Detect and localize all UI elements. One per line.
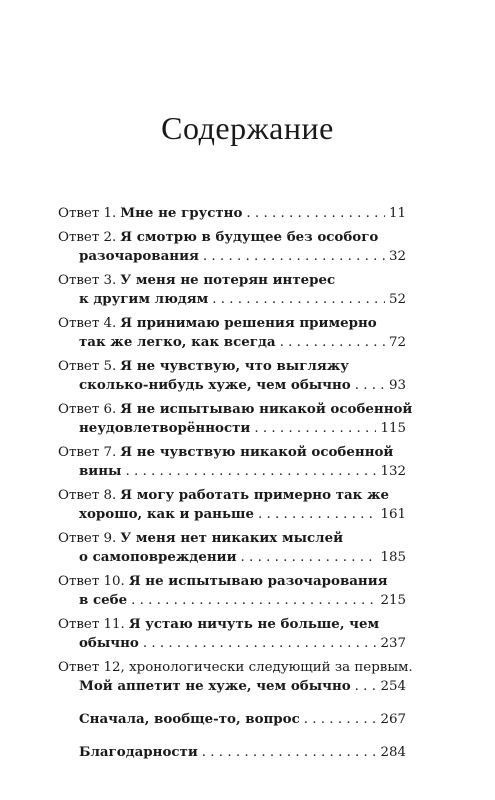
leader-dots <box>258 505 376 524</box>
page-number: 11 <box>388 206 406 221</box>
toc-entry-12[interactable] <box>58 658 413 696</box>
entry-title: Я не испытываю разочарования <box>128 573 388 589</box>
entry-title: Я не испытываю никакой особенной <box>120 401 413 417</box>
leader-dots <box>241 548 377 567</box>
toc-entry-9[interactable] <box>58 529 406 567</box>
entry-title: Я могу работать примерно так же <box>120 487 390 503</box>
page-number: 32 <box>388 249 406 264</box>
page-number: 93 <box>388 378 406 393</box>
entry-title: Я смотрю в будущее без особого <box>120 229 379 245</box>
leader-dots <box>246 204 385 223</box>
leader-dots <box>203 247 385 266</box>
toc-entry-4[interactable] <box>58 314 406 352</box>
entry-prefix: Ответ 1. <box>58 206 117 221</box>
leader-dots <box>212 290 385 309</box>
toc-entry-2[interactable] <box>58 228 406 266</box>
page-number: 115 <box>380 421 406 436</box>
toc-entry-3[interactable] <box>58 271 406 309</box>
toc-entry-question[interactable] <box>58 710 406 729</box>
entry-title-cont: вины <box>79 463 122 479</box>
toc-entry-10[interactable] <box>58 572 406 610</box>
entry-title-cont: в себе <box>79 592 128 608</box>
page-number: 267 <box>380 712 406 727</box>
toc-entry-8[interactable] <box>58 486 406 524</box>
page-title: Содержание <box>161 110 334 146</box>
entry-title-cont: хорошо, как и раньше <box>79 506 254 522</box>
entry-title: Я устаю ничуть не больше, чем <box>128 616 380 632</box>
toc-entry-5[interactable] <box>58 357 406 395</box>
leader-dots <box>355 376 385 395</box>
entry-title: Сначала, вообще-то, вопрос <box>79 711 300 727</box>
page-number: 161 <box>380 507 406 522</box>
entry-prefix: Ответ 2. <box>58 230 117 245</box>
leader-dots <box>131 591 376 610</box>
toc-entry-11[interactable] <box>58 615 406 653</box>
toc-entry-6[interactable] <box>58 400 413 438</box>
leader-dots <box>143 634 377 653</box>
entry-title-cont: к другим людям <box>79 291 209 307</box>
entry-title-cont: о самоповреждении <box>79 549 237 565</box>
toc-entry-1[interactable] <box>58 204 406 223</box>
entry-title: У меня нет никаких мыслей <box>120 530 344 546</box>
leader-dots <box>254 419 376 438</box>
entry-prefix: Ответ 7. <box>58 445 117 460</box>
page-number: 237 <box>380 636 406 651</box>
entry-prefix: Ответ 6. <box>58 402 117 417</box>
entry-title-cont: разочарования <box>79 248 199 264</box>
entry-title: Благодарности <box>79 744 198 760</box>
leader-dots <box>355 677 377 696</box>
entry-prefix: Ответ 3. <box>58 273 117 288</box>
page-number: 215 <box>380 593 406 608</box>
entry-prefix: Ответ 11. <box>58 617 125 632</box>
entry-title-cont: обычно <box>79 635 139 651</box>
page-number: 254 <box>380 679 406 694</box>
leader-dots <box>304 710 377 729</box>
entry-prefix: Ответ 5. <box>58 359 117 374</box>
page-number: 72 <box>388 335 406 350</box>
entry-prefix: Ответ 8. <box>58 488 117 503</box>
leader-dots <box>280 333 385 352</box>
toc-entry-acknowledgements[interactable] <box>58 743 406 762</box>
page-number: 284 <box>380 745 406 760</box>
page-number: 52 <box>388 292 406 307</box>
entry-prefix: Ответ 12, хронологически следующий за первым. <box>58 660 413 675</box>
page-number: 185 <box>380 550 406 565</box>
table-of-contents <box>58 204 413 767</box>
entry-title: У меня не потерян интерес <box>120 272 336 288</box>
leader-dots <box>125 462 376 481</box>
entry-title-cont: так же легко, как всегда <box>79 334 276 350</box>
page-number: 132 <box>380 464 406 479</box>
entry-title-cont: Мой аппетит не хуже, чем обычно <box>79 678 351 694</box>
entry-title-cont: сколько-нибудь хуже, чем обычно <box>79 377 351 393</box>
entry-title: Я не чувствую, что выгляжу <box>120 358 349 374</box>
entry-prefix: Ответ 10. <box>58 574 125 589</box>
entry-prefix: Ответ 9. <box>58 531 117 546</box>
entry-title: Я принимаю решения примерно <box>120 315 377 331</box>
entry-title: Мне не грустно <box>120 205 243 221</box>
toc-entry-7[interactable] <box>58 443 406 481</box>
entry-title: Я не чувствую никакой особенной <box>120 444 394 460</box>
leader-dots <box>202 743 377 762</box>
entry-title-cont: неудовлетворённости <box>79 420 251 436</box>
entry-prefix: Ответ 4. <box>58 316 117 331</box>
